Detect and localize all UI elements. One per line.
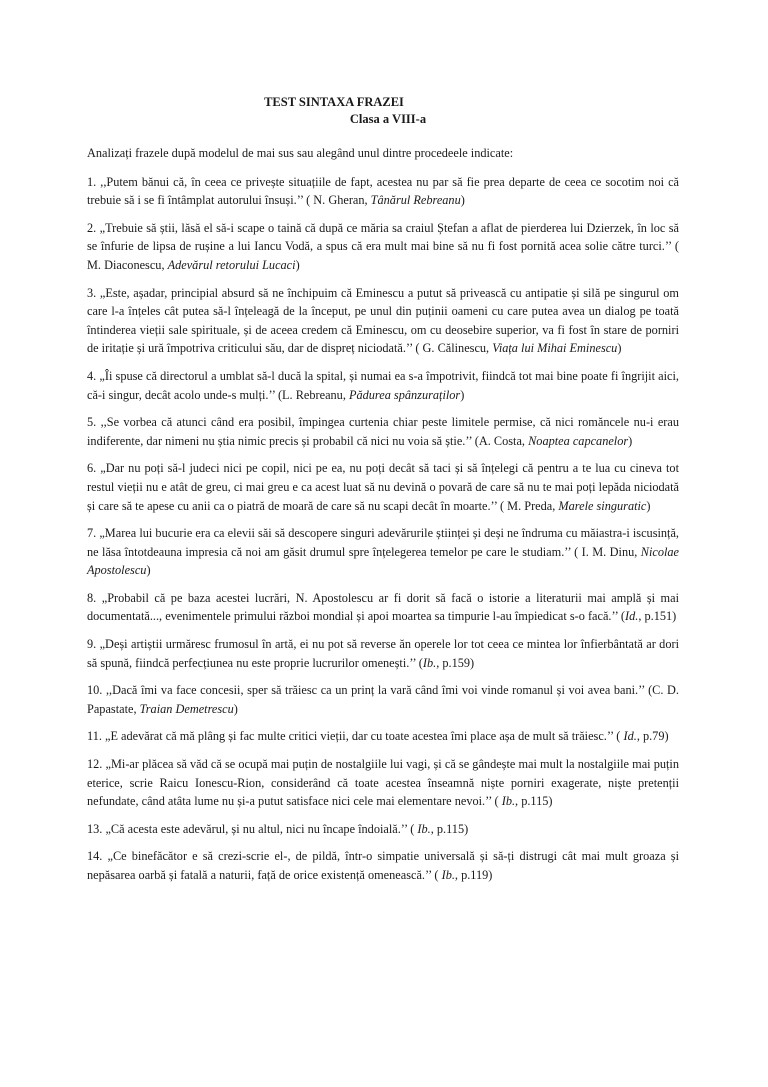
source-citation-tail: ) [628, 433, 633, 448]
source-citation-tail: ) [295, 257, 300, 272]
sentence-item [87, 635, 679, 672]
sentence-text: 9. „Deși artiștii urmăresc frumosul în artă, ei nu pot să reverse ăn operele lor tot ceea ce mintea lor înfierbântată ar dori să spună, fiindcă perfecțiunea nu este proprie lucrurilor omenești.’’ ( [87, 637, 679, 670]
sentence-text: 12. „Mi-ar plăcea să văd că se ocupă mai puțin de nostalgiile lui vagi, și că se gândește mai mult la nostalgiile mai puțin eterice, scrie Raicu Ionescu-Rion, considerând că toate acestea înseamnă niște porniri exagerate, niște pretenții nefundate, când atâta lume nu și-a putut satisface nici cele mai elementare nevoi.’’ ( [87, 757, 679, 809]
source-citation-tail: , p.159) [436, 655, 475, 670]
sentence-text: 11. „E adevărat că mă plâng și fac multe critici vieții, dar cu toate acestea îmi place așa de mult să trăiesc.’’ ( [87, 729, 624, 744]
sentence-item [87, 681, 679, 718]
sentence-text: 6. „Dar nu poți să-l judeci nici pe copil, nici pe ea, nu poți decât să taci și să înțelegi că pentru a te lua cu cineva tot restul vieții nu e atât de greu, ci mai greu e ca acest luat să nu devină o povară de care să nu te mai poți lepăda niciodată și care să te apese cu anii ca o piatră de moară de care să nu scapi decât în moarte.’’ ( M. Preda, [87, 461, 679, 513]
test-title: TEST SINTAXA FRAZEI [264, 95, 404, 109]
source-work-title: Ib. [441, 868, 455, 882]
sentence-text: 1. ,,Putem bănui că, în ceea ce privește situațiile de fapt, acestea nu par să fie prea departe de ceea ce socotim noi că trebuie să i se fi întâmplat autorului însuși.’’ ( N. Gheran, [87, 174, 679, 208]
sentence-text: 2. „Trebuie să știi, lăsă el să-i scape o taină că după ce măria sa craiul Ștefan a aflat de pierderea lui Dzierzek, în loc să se înfurie de lipsa de rușine a lui Iancu Vodă, a spus că era mult mai bine să nu fi fost pornită acea solie către turci.’’ ( M. Diaconescu, [87, 220, 679, 272]
sentence-item [87, 173, 679, 210]
source-work-title: Noaptea capcanelor [528, 433, 629, 448]
sentence-text: 13. „Că acesta este adevărul, și nu altul, nici nu încape îndoială.’’ ( [87, 821, 418, 836]
source-work-title: Adevărul retorului Lucaci [167, 257, 296, 272]
source-citation-tail: , p.151) [638, 609, 677, 624]
sentence-text: 8. „Probabil că pe baza acestei lucrări, N. Apostolescu ar fi dorit să facă o istorie a literaturii mai amplă și mai documentată..., evenimentele primului război mondial și apoi moartea sa timpurie l-au împiedicat s-o facă.’’ ( [87, 590, 679, 624]
title-block [87, 94, 679, 128]
sentence-item [87, 727, 679, 746]
sentence-item [87, 847, 679, 884]
sentence-text: 10. ,,Dacă îmi va face concesii, sper să trăiesc ca un prinț la vară când îmi voi vinde romanul și voi avea bani.’’ (C. D. Papastate, [87, 683, 679, 716]
source-work-title: Tânărul Rebreanu [370, 193, 461, 208]
source-work-title: Ib. [501, 794, 516, 809]
source-citation-tail: , p.79) [636, 729, 669, 744]
sentence-text: 7. „Marea lui bucurie era ca elevii săi să descopere singuri adevărurile științei și deși ne îndruma cu măiastra-i iscusință, ne lăsa întotdeauna impresia că noi am găsit drumul spre înțelegerea temelor pe care le studiam.’’ ( I. M. Dinu, [87, 526, 679, 559]
sentence-item [87, 284, 679, 358]
source-citation-tail: ) [646, 498, 651, 513]
source-citation-tail: ) [617, 341, 622, 356]
source-citation-tail: , p.115) [430, 821, 469, 836]
sentence-text: 4. „Îi spuse că directorul a umblat să-l ducă la spital, și numai ea s-a împotrivit, fiindcă tot mai bine poate fi îngrijit aici, că-i singur, decât acolo unde-s mulți.’’ (L. Rebreanu, [87, 368, 679, 402]
sentence-text: 14. „Ce binefăcător e să crezi-scrie el-, de pildă, într-o simpatie universală și să-ți distrugi cât mai mult groaza și nepăsarea oarbă și fatală a naturii, față de orice existență omenească.’’ ( [87, 849, 679, 882]
source-work-title: Id. [623, 729, 637, 744]
sentence-text: 3. „Este, așadar, principial absurd să ne închipuim că Eminescu a putut să privească cu antipatie și silă pe singurul om care l-a înțeles cât putea să-l înțeleagă de la început, pe unul din puținii oameni cu care putea avea un dialog pe toată întinderea vieții sale spirituale, și de aceea credem că Eminescu, om cu deosebire superior, va fi fost în stare de porniri de iritație și ură împotriva criticului său, dar de dispreț niciodată.’’ ( G. Călinescu, [87, 285, 679, 356]
sentence-text: 5. ,,Se vorbea că atunci când era posibil, împingea curtenia chiar peste limitele permise, că nici romăncele nu-i erau indiferente, dar nimeni nu știa nimic precis și probabil că nici nu voia să știe.’’ (A. Costa, [87, 415, 679, 448]
source-citation-tail: , p.119) [454, 868, 493, 882]
source-work-title: Traian Demetrescu [139, 701, 234, 716]
source-citation-tail: ) [460, 193, 465, 208]
source-citation-tail: ) [233, 701, 238, 716]
sentence-item [87, 459, 679, 515]
sentence-item [87, 589, 679, 626]
sentence-item [87, 367, 679, 404]
source-citation-tail: ) [146, 563, 151, 578]
source-work-title: Marele singuratic [558, 498, 647, 513]
source-citation-tail: , p.115) [515, 794, 553, 809]
source-work-title: Pădurea spânzuraților [348, 387, 461, 402]
sentence-item [87, 219, 679, 275]
sentence-item [87, 755, 679, 811]
source-work-title: Ib. [422, 655, 437, 670]
source-work-title: Ib. [417, 821, 431, 836]
sentence-list [87, 173, 679, 885]
sentence-item [87, 524, 679, 580]
sentence-item [87, 820, 679, 839]
document-page [87, 94, 679, 894]
source-work-title: Viața lui Mihai Eminescu [492, 341, 618, 356]
source-citation-tail: ) [460, 387, 465, 402]
source-work-title: Id. [625, 609, 639, 624]
instructions-text: Analizați frazele după modelul de mai sus sau alegând unul dintre procedeele indicate: [87, 146, 514, 160]
sentence-item [87, 413, 679, 450]
source-work-title: Nicolae Apostolescu [87, 544, 679, 578]
class-subtitle: Clasa a VIII-a [349, 112, 427, 126]
